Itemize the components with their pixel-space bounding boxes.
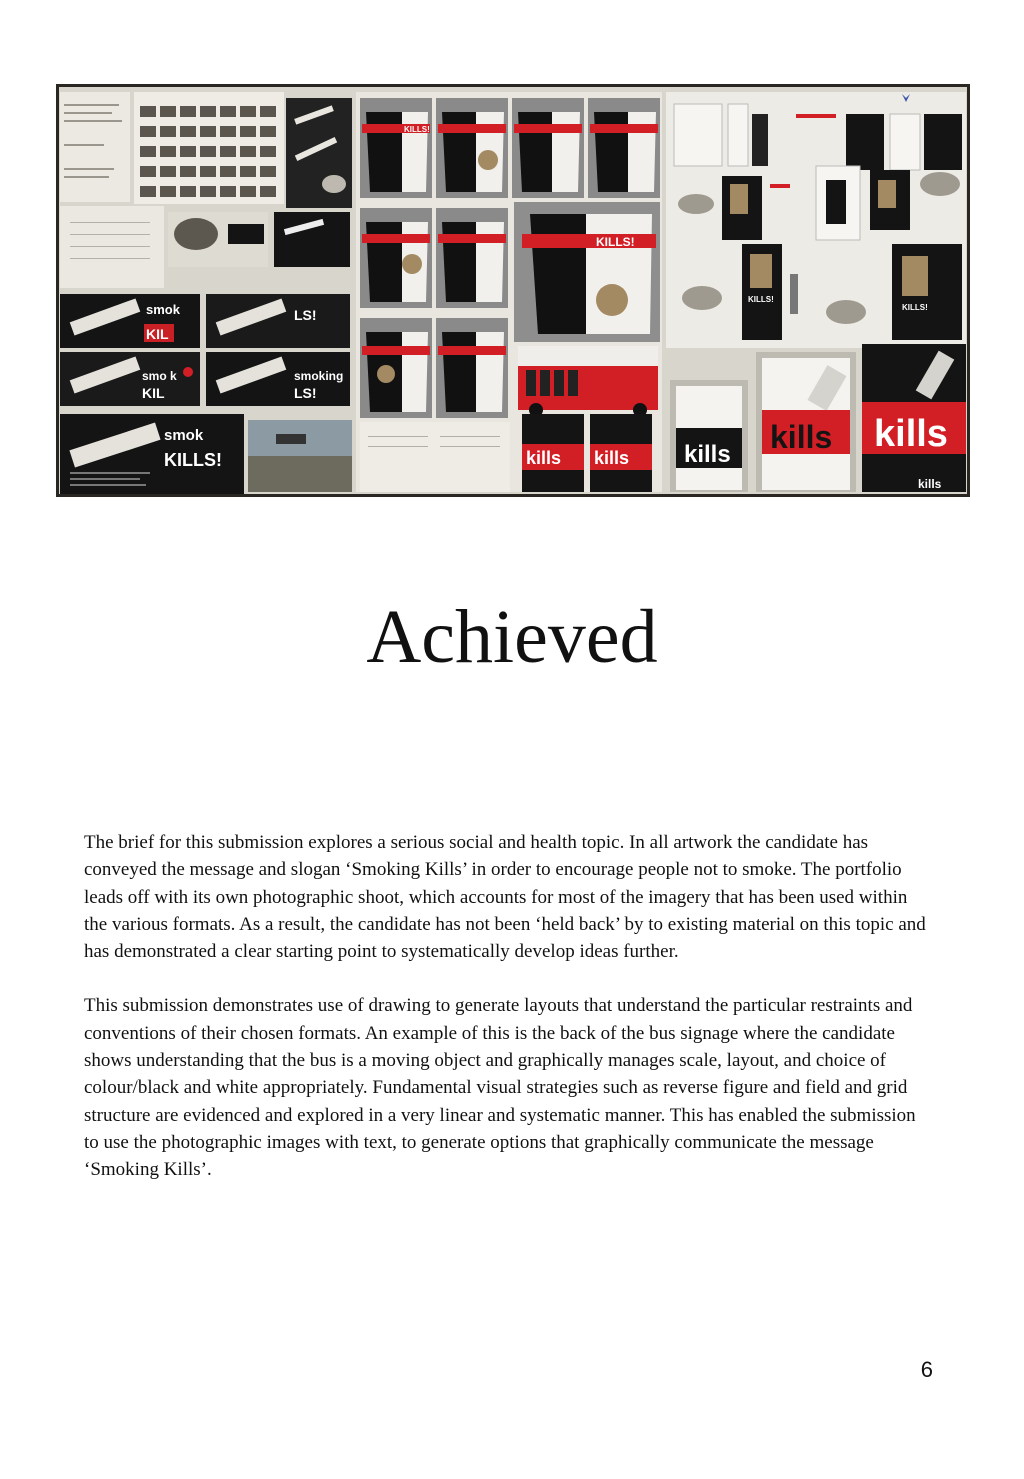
paragraph-2: This submission demonstrates use of drawing to generate layouts that understand the particular restraints and conventions of their chosen formats. An example of this is the back of the bus signage where the candidate shows understanding that the bus is a moving object and graphically manages scale, layout, and choice of colour/black and white appropriately. Fundamental visual strategies such as reverse figure and field and grid structure are evidenced and explored in a very linear and systematic manner. This has enabled the submission to use the photographic images with text, to generate options that graphically communicate the message ‘Smoking Kills’. — [84, 995, 916, 1181]
svg-text:kills: kills — [684, 441, 731, 468]
svg-text:kills: kills — [526, 448, 562, 468]
bus-back-designs — [356, 92, 662, 492]
assessment-commentary — [84, 829, 934, 1211]
svg-text:KILLS!: KILLS! — [748, 295, 774, 304]
page-heading: Achieved — [366, 595, 658, 679]
svg-text:KILLS!: KILLS! — [596, 235, 635, 249]
paragraph-1: The brief for this submission explores a serious social and health topic. In all artwork the candidate has conveyed the message and slogan ‘Smoking Kills’ in order to encourage people not to smoke. The portfolio leads off with its own photographic shoot, which accounts for most of the imagery that has been used within the various formats. As a result, the candidate has not been ‘held back’ by to existing material on this topic and has demonstrated a clear starting point to systematically develop ideas further. — [84, 832, 926, 963]
right-section-layouts — [666, 92, 966, 492]
notes-panel — [60, 92, 130, 202]
svg-text:KILLS!: KILLS! — [902, 303, 928, 312]
svg-text:smoking: smoking — [294, 369, 344, 383]
svg-text:smo k: smo k — [142, 369, 177, 383]
svg-text:KIL: KIL — [142, 385, 165, 401]
svg-text:kills: kills — [770, 419, 833, 455]
svg-text:smok: smok — [164, 427, 204, 444]
page-number: 6 — [920, 1357, 933, 1382]
svg-text:kills: kills — [594, 448, 630, 468]
svg-text:LS!: LS! — [294, 385, 317, 401]
svg-text:KILLS!: KILLS! — [164, 450, 222, 470]
svg-text:KIL: KIL — [146, 326, 169, 342]
portfolio-board-photo — [56, 84, 970, 497]
svg-text:KILLS!: KILLS! — [404, 125, 430, 134]
svg-text:kills: kills — [918, 477, 942, 491]
svg-text:kills: kills — [874, 413, 948, 455]
svg-text:smok: smok — [146, 302, 180, 317]
svg-text:LS!: LS! — [294, 307, 317, 323]
